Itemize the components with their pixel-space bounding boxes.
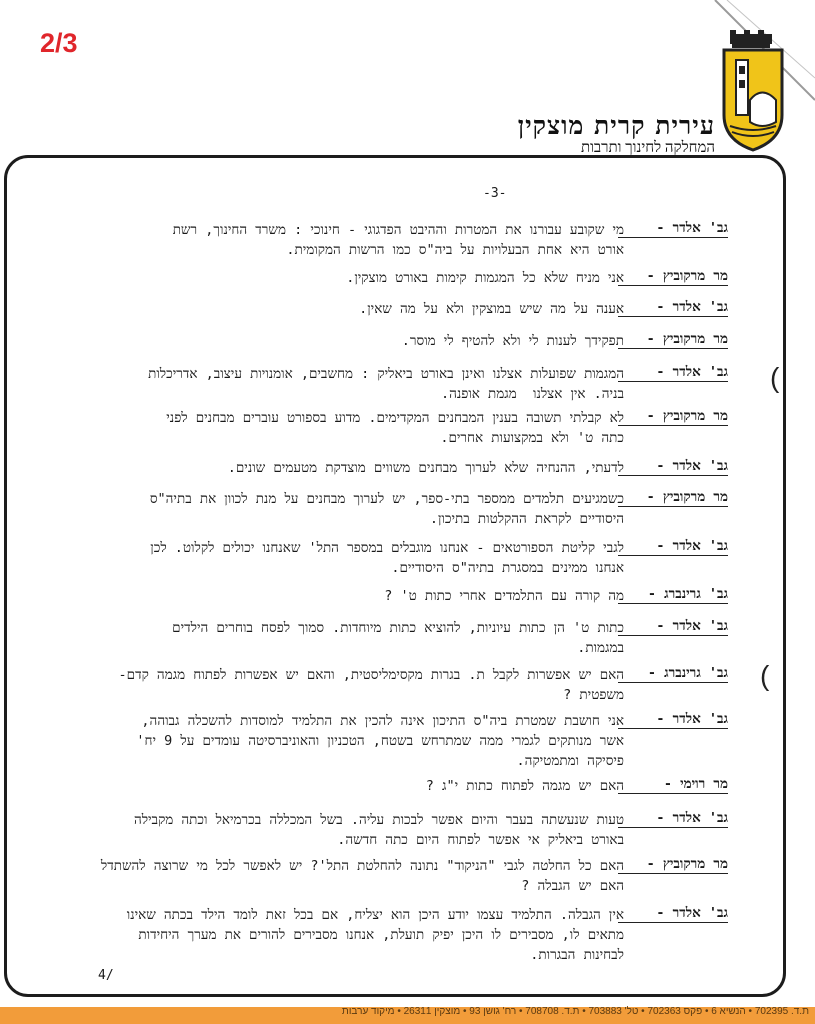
speech-text: לא קבלתי תשובה בענין המבחנים המקדימים. מדוע בספורט עוברים מבחנים לפני כתה ט' ולא במקצועות אחרים.: [166, 410, 624, 446]
page-number: -3-: [483, 186, 507, 201]
speaker-name: גב' אלדר -: [618, 364, 728, 382]
city-emblem-icon: [722, 30, 784, 152]
speech-text: אני חושבת שמטרת ביה"ס התיכון אינה להכין את התלמיד למוסדות להשכלה גבוהה, אשר מנותקים לגמרי ממה שמתרחש בשטח, הטכניון והאוניברסיטה עומדים על 9 יח' פיסיקה ומתמטיקה.: [136, 713, 624, 769]
speaker-name: מר מרקוביץ -: [618, 268, 728, 286]
speaker-name: מר מרקוביץ -: [618, 331, 728, 349]
speaker-name: מר מרקוביץ -: [618, 489, 728, 507]
speaker-name: מר מרקוביץ -: [618, 856, 728, 874]
punch-hole-mark: (: [770, 362, 780, 393]
speaker-name: גב' אלדר -: [618, 711, 728, 729]
punch-hole-mark: (: [760, 660, 770, 691]
speech-text: מי שקובע עבורנו את המטרות וההיבט הפדגוגי - חינוכי : משרד החינוך, רשת אורט היא אחת הבעלויות על ביה"ס כמו הרשות המקומית.: [172, 222, 624, 258]
speaker-name: גב' אלדר -: [618, 538, 728, 556]
speech-text: טעות שנעשתה בעבר והיום אפשר לבכות עליה. בשל המכללה בכרמיאל וכתה מקבילה באורט ביאליק אי אפשר לפתוח היום כתה חדשה.: [133, 812, 624, 848]
speech-text: האם יש מגמה לפתוח כתות י"ג ?: [425, 778, 624, 794]
speaker-name: מר מרקוביץ -: [618, 408, 728, 426]
speech-text: מה קורה עם התלמדים אחרי כתות ט' ?: [384, 588, 624, 604]
speech-text: האם כל החלטה לגבי "הניקוד" נתונה להחלטת התל'? יש לאפשר לכל מי שרוצה להשתדל האם יש הגבלה ?: [100, 858, 624, 894]
municipality-name: עירית קרית מוצקין: [517, 111, 715, 140]
letterhead: [518, 112, 715, 157]
speaker-name: גב' אלדר -: [618, 905, 728, 923]
speaker-name: גב' גרינברג -: [618, 586, 728, 604]
speaker-name: גב' גרינברג -: [618, 665, 728, 683]
speech-text: המגמות שפועלות אצלנו ואינן באורט ביאליק : מחשבים, אומנויות עיצוב, אדריכלות בניה. אין אצלנו מגמת אופנה.: [148, 366, 624, 402]
page-marker: 2/3: [40, 28, 78, 58]
speech-text: כשמגיעים תלמדים ממספר בתי-ספר, יש לערוך מבחנים על מנת לכוון את בתיה"ס היסודיים לקראת ההקלטות בתיכון.: [149, 491, 624, 527]
speech-text: אני מניח שלא כל המגמות קימות באורט מוצקין.: [346, 270, 624, 286]
speech-text: האם יש אפשרות לקבל ת. בגרות מקסימליסטית, והאם יש אפשרות לפתוח מגמה קדם- משפטית ?: [118, 667, 624, 703]
speaker-name: גב' אלדר -: [618, 458, 728, 476]
continued-marker: 4/: [98, 968, 114, 983]
speech-text: אין הגבלה. התלמיד עצמו יודע היכן הוא יצליח, אם בכל זאת לומד הילד בכתה שאינו מתאים לו, מסבירים לו היכן יפיק תועלת, אנחנו מסבירים להורים את מערך היחידות לבחינות הבגרות.: [126, 907, 624, 963]
speaker-name: גב' אלדר -: [618, 810, 728, 828]
speech-text: לדעתי, ההנחיה שלא לערוך מבחנים משווים מוצדקת מטעמים שונים.: [227, 460, 624, 476]
speaker-name: גב' אלדר -: [618, 618, 728, 636]
speaker-name: גב' אלדר -: [618, 220, 728, 238]
speaker-name: מר רוימי -: [618, 776, 728, 794]
speech-text: כתות ט' הן כתות עיוניות, להוציא כתות מיוחדות. סמוך לפסח בוחרים הילדים במגמות.: [172, 620, 624, 656]
speech-text: אענה על מה שיש במוצקין ולא על מה שאין.: [359, 301, 624, 317]
department-name: המחלקה לחינוך ותרבות: [580, 140, 715, 156]
speaker-name: גב' אלדר -: [618, 299, 728, 317]
speech-text: לגבי קליטת הספורטאים - אנחנו מוגבלים במספר התל' שאנחנו יכולים לקלוט. לכן אנחנו ממינים במסגרת בתיה"ס היסודיים.: [150, 540, 624, 576]
speech-text: תפקידך לענות לי ולא להטיף לי מוסר.: [401, 333, 624, 349]
footer-address: ת.ד. 702395 • הנשיא 6 • פקס 702363 • טל' 703883 • ת.ד. 708708 • רח' גושן 93 • מוצקין 26311 • מיקוד ערבות: [341, 1006, 809, 1017]
